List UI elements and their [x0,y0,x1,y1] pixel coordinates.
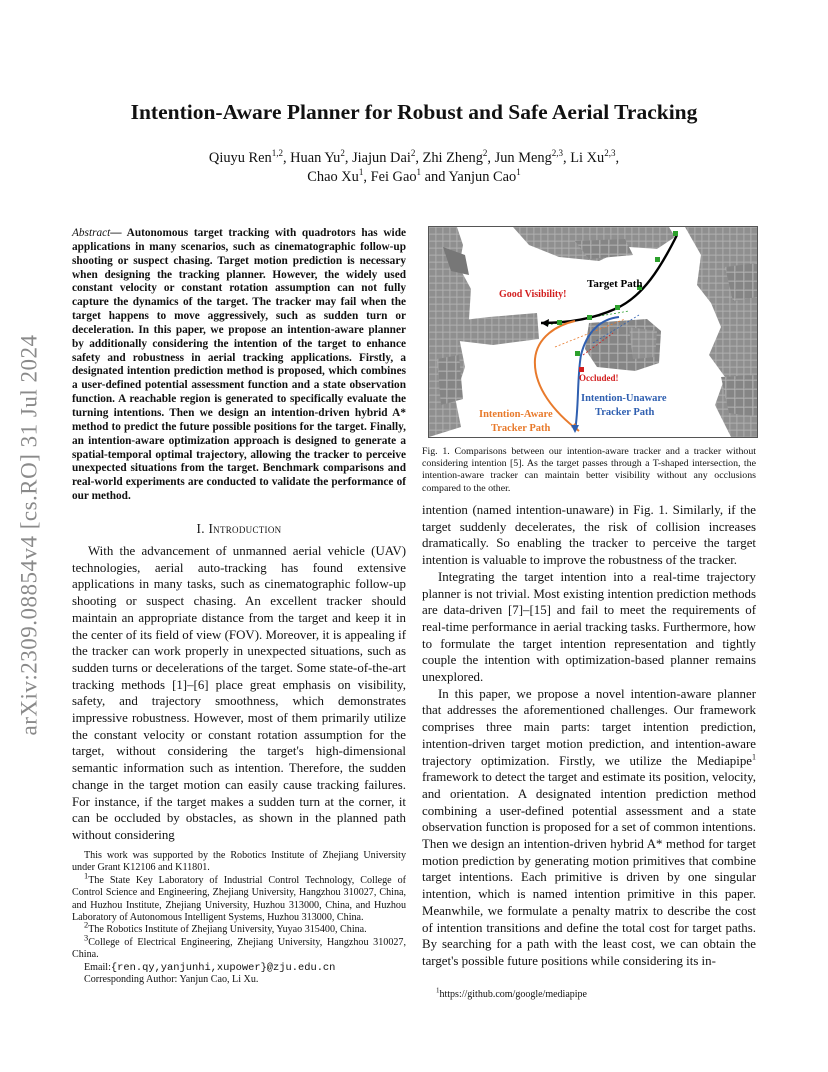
affiliation-text: The Robotics Institute of Zhejiang University, Yuyao 315400, China. [88,924,367,936]
paragraph: Integrating the target intention into a real-time trajectory planner is not trivial. Most existing intention prediction methods are data-driven [7]–[15] and fail to meet the requirements of real-time performance in aerial tracking tasks. Furthermore, how to formulate the target intention representation and tightly couple the intention with optimization-based planner remains unexplored. [422,569,756,685]
label-target-path: Target Path [587,278,643,290]
author-name: Chao Xu [307,169,359,185]
label-unaware-line-2: Tracker Path [595,407,655,418]
affiliation-2 [72,921,406,936]
author-affil: 1,2 [271,148,283,159]
author-name: Yanjun Cao [448,169,517,185]
author-sep: , [415,150,423,166]
footnote-marker: 1 [752,752,756,762]
footnote-url [436,986,756,1000]
footnote-link[interactable]: https://github.com/google/mediapipe [439,989,587,1000]
affiliation-text: The State Key Laboratory of Industrial Control Technology, College of Control Science and Engineering, Zhejiang University, Hangzhou 310027, China, and Huzhou Institute, Zhejiang University, Huzhou 313000, China, and Huzhou Laboratory of Autonomous Intelligent Systems, Huzhou 313000, China. [72,874,406,924]
author-affil: 1 [516,167,521,178]
email-address[interactable]: {ren.qy,yanjunhi,xupower}@zju.edu.cn [110,961,336,974]
author-name: Jiajun Dai [352,150,411,166]
label-good-visibility: Good Visibility! [499,289,567,300]
author-affil: 2 [410,148,416,159]
author-affil: 1 [416,167,422,178]
author-sep: , [563,150,571,166]
paragraph [422,686,756,970]
footnote-marker: 1 [436,986,440,995]
figure-1 [428,226,758,438]
author-affil: 2,3 [604,148,616,159]
section-heading [72,521,406,537]
footnotes [72,850,406,986]
abstract-lead: Abstract [72,227,111,239]
section-number: I. [196,521,205,536]
author-name: Qiuyu Ren [208,150,272,166]
author-line-1 [0,150,828,167]
author-line-2 [0,169,828,186]
paragraph-text: framework to detect the target and estimate its position, velocity, and orientation. A designated intention prediction method combining a user-defined potential assessment and a state observation function is proposed for a set of common intentions. Then we design an intention-driven hybrid A* method for target motion prediction by generating motion primitives that combine target intentions. Each primitive is driven by one singular intention, which is named intention primitive in this paper. Meanwhile, we formulate a penalty matrix to describe the cost of intention transitions and define the total cost for target paths. By searching for a path with the least cost, we can obtain the target's possible future positions while considering its in- [422,770,756,968]
author-sep: , [344,150,353,166]
affiliation-1 [72,871,406,925]
paper-title: Intention-Aware Planner for Robust and Safe Aerial Tracking [130,100,698,124]
author-affil: 2 [482,148,488,159]
paragraph-text: In this paper, we propose a novel intention-aware planner that addresses the aforementioned challenges. Our framework comprises three main parts: target intention prediction, intention-driven target motion prediction, and intention-aware trajectory optimization. Firstly, we utilize the Mediapipe [422,686,756,768]
paragraph: intention (named intention-unaware) in Fig. 1. Similarly, if the target suddenly decelerates, the risk of collision increases dramatically. So enabling the tracker to perceive the target intention is valuable to improve the robustness of the tracker. [422,503,756,568]
author-sep: and [421,169,449,185]
arxiv-identifier [8,300,52,770]
affiliation-3 [72,933,406,962]
author-name: Zhi Zheng [422,150,483,166]
author-affil: 2 [340,148,345,159]
affiliation-marker: 1 [84,871,89,881]
author-sep: , [615,150,620,166]
author-affil: 2,3 [551,148,564,159]
figure-1-illustration [429,227,757,437]
abstract [72,227,406,504]
author-name: Li Xu [570,150,605,166]
author-sep: , [282,150,291,166]
label-aware-line-1: Intention-Aware [479,409,553,420]
author-name: Jun Meng [494,150,552,166]
label-occluded: Occluded! [579,373,619,383]
author-sep: , [487,150,495,166]
figure-caption: Fig. 1. Comparisons between our intention-aware tracker and a tracker without considering intention [5]. As the target passes through a T-shaped intersection, the intention-aware tracker can maintain better visibility without any occlusions compared to the other. [422,446,756,494]
author-name: Fei Gao [370,169,417,185]
intro-column-right [422,502,756,970]
email-line [72,962,406,974]
intro-column-left [72,543,406,844]
author-sep: , [363,169,371,185]
author-name: Huan Yu [290,150,341,166]
affiliation-marker: 2 [84,921,89,931]
label-unaware-line-1: Intention-Unaware [581,393,667,404]
abstract-text: — Autonomous target tracking with quadrotors has wide applications in many scenarios, such as cinematographic follow-up shooting or suspect chasing. Target motion prediction is necessary when designing the tracking planner. However, the widely used constant velocity or constant rotation assumption can not fully capture the dynamics of the target. The tracker may fail when the target happens to move aggressively, such as sudden turn or deceleration. In this paper, we propose an intention-aware planner by additionally considering the intention of the target to enhance safety and robustness in aerial tracking applications. Firstly, a designated intention prediction method is proposed, which combines a user-defined potential assessment function and a state observation function. A reachable region is generated to specifically evaluate the turning intentions. Then we design an intention-driven hybrid A* method to predict the future possible positions for the target. Finally, an intention-aware optimization approach is designed to generate a spatial-temporal optimal trajectory, allowing the tracker to perceive unexpected situations from the target. Benchmark comparisons and real-world experiments are conducted to validate the performance of our method. [72,227,406,503]
author-affil: 1 [358,167,364,178]
section-title: Introduction [208,521,282,536]
affiliation-marker: 3 [84,933,89,943]
arxiv-identifier-text: arXiv:2309.08854v4 [cs.RO] 31 Jul 2024 [17,334,42,736]
email-label: Email: [84,961,111,973]
paragraph: With the advancement of unmanned aerial vehicle (UAV) technologies, aerial auto-tracking has found extensive applications in many tasks, such as cinematographic follow-up shooting or suspect chasing. An excellent tracker should maintain an appropriate distance from the target and keep it in the center of its field of view (FOV). Moreover, it is appealing if the tracker can work properly in unexpected situations, such as sudden turns or decelerations of the target. Some state-of-the-art tracking methods [1]–[6] place great emphasis on visibility, safety, and trajectory smoothness, which demonstrates impressive robustness. However, most of them primarily utilize the constant velocity or constant rotation assumption for the target, without considering the target's high-dimensional semantic information such as intention. Therefore, the sudden change in the target motion can easily cause tracking failures. For instance, if the target makes a sudden turn at the corner, it can be occluded by obstacles, as shown in the planned path without considering [72,544,406,842]
label-aware-line-2: Tracker Path [491,423,551,434]
affiliation-text: College of Electrical Engineering, Zhejiang University, Hangzhou 310027, China. [72,936,406,961]
funding-note: This work was supported by the Robotics Institute of Zhejiang University under Grant K12106 and K11801. [72,850,406,874]
corresponding-author: Corresponding Author: Yanjun Cao, Li Xu. [84,974,259,986]
